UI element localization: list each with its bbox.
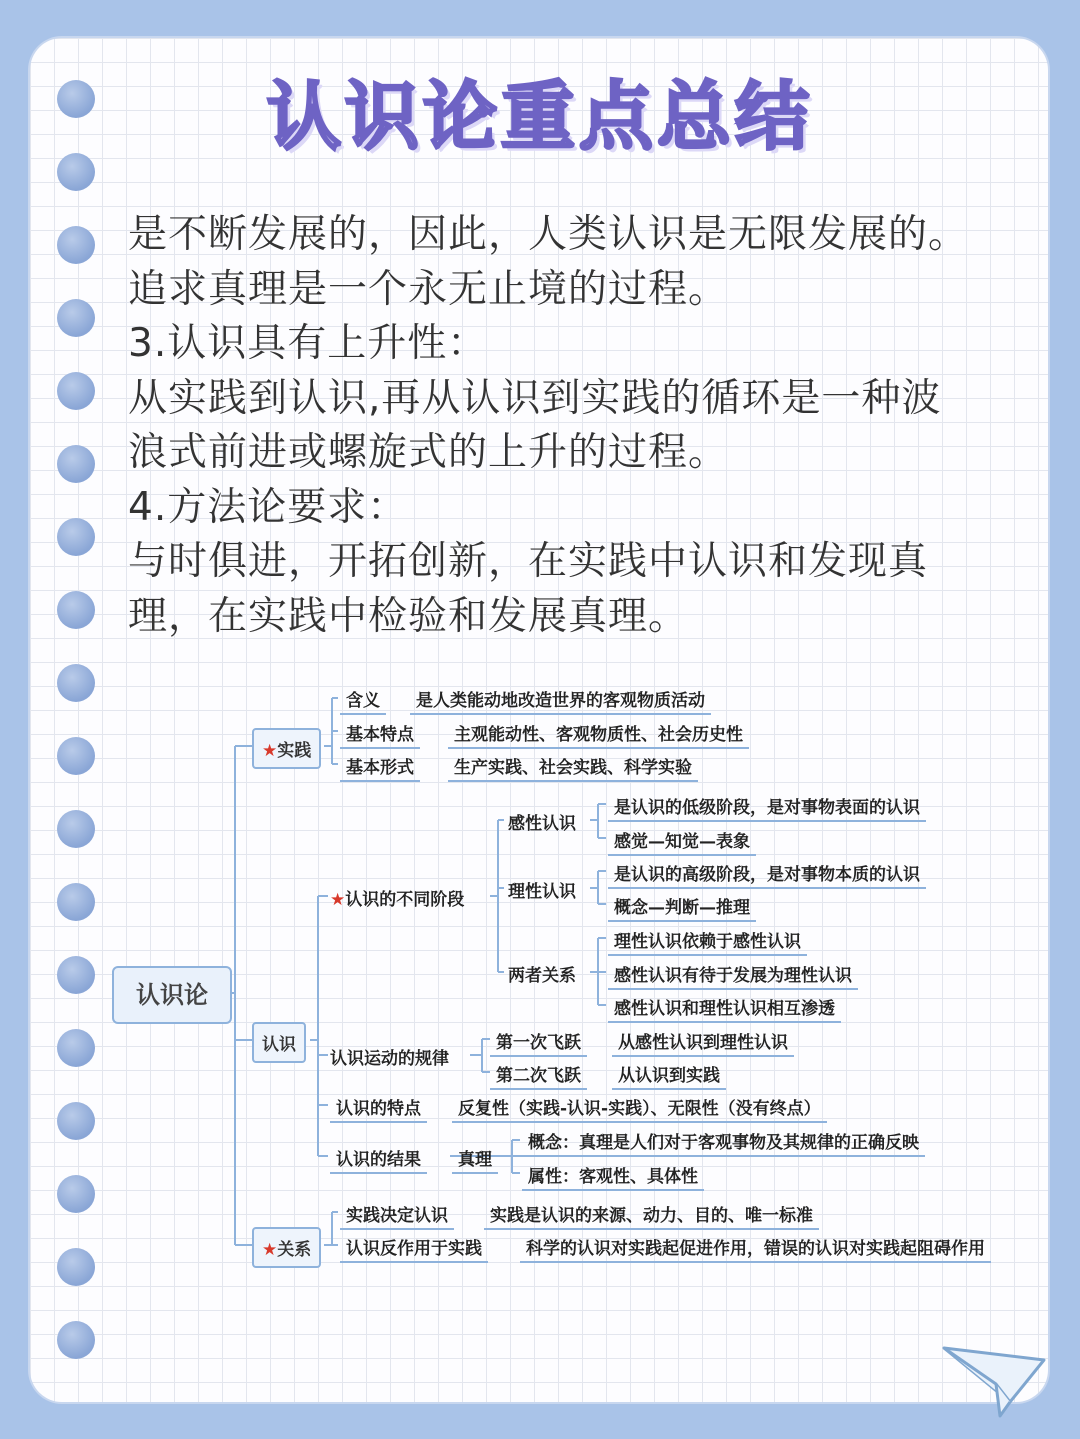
cognition-result: 认识的结果 [330, 1145, 427, 1174]
binder-ring [57, 445, 95, 483]
rational-process: 概念—判断—推理 [608, 893, 756, 922]
branch-cognition: 认识 [252, 1022, 306, 1063]
binder-ring [57, 956, 95, 994]
binder-ring [57, 883, 95, 921]
text-line: 追求真理是一个永无止境的过程。 [128, 266, 729, 312]
text-line: 3.认识具有上升性： [128, 321, 488, 366]
practice-decides-key: 实践决定认识 [340, 1201, 454, 1230]
practice-forms-value: 生产实践、社会实践、科学实验 [448, 753, 698, 782]
second-leap: 第二次飞跃 [490, 1061, 587, 1090]
text-line: 理，在实践中检验和发展真理。 [128, 593, 689, 639]
perceptual-process: 感觉—知觉—表象 [608, 827, 756, 856]
branch-relation: ★关系 [252, 1227, 321, 1268]
mind-map-root: 认识论 [112, 966, 232, 1024]
cognition-reacts-value: 科学的认识对实践起促进作用，错误的认识对实践起阻碍作用 [520, 1234, 991, 1263]
truth-concept: 概念：真理是人们对于客观事物及其规律的正确反映 [522, 1128, 925, 1157]
practice-traits-value: 主观能动性、客观物质性、社会历史性 [448, 720, 749, 749]
first-leap-value: 从感性认识到理性认识 [612, 1028, 794, 1057]
relation-item: 感性认识和理性认识相互渗透 [608, 994, 841, 1023]
practice-forms-key: 基本形式 [340, 753, 420, 782]
first-leap: 第一次飞跃 [490, 1028, 587, 1057]
truth: 真理 [452, 1145, 498, 1174]
text-line: 是不断发展的，因此，人类认识是无限发展的。 [128, 212, 969, 257]
branch-practice: ★实践 [252, 728, 321, 769]
second-leap-value: 从认识到实践 [612, 1061, 726, 1090]
cognition-reacts-key: 认识反作用于实践 [340, 1234, 488, 1263]
perceptual-desc: 是认识的低级阶段，是对事物表面的认识 [608, 793, 926, 822]
rational-cognition: 理性认识 [508, 882, 576, 902]
truth-attributes: 属性：客观性、具体性 [522, 1162, 704, 1191]
binder-ring [57, 591, 95, 629]
practice-meaning-value: 是人类能动地改造世界的客观物质活动 [410, 686, 711, 715]
mind-map [100, 680, 1040, 1270]
practice-meaning-key: 含义 [340, 686, 386, 715]
binder-ring [57, 226, 95, 264]
binder-ring [57, 1102, 95, 1140]
text-line: 与时俱进，开拓创新，在实践中认识和发现真 [128, 539, 929, 584]
binder-ring [57, 1248, 95, 1286]
binder-ring [57, 1029, 95, 1067]
paper-plane-icon [940, 1340, 1050, 1430]
relation-item: 感性认识有待于发展为理性认识 [608, 961, 858, 990]
star-icon: ★ [330, 890, 346, 910]
text-line: 4.方法论要求： [128, 484, 408, 530]
binder-ring [57, 518, 95, 556]
binder-ring [57, 299, 95, 337]
binder-ring [57, 737, 95, 775]
cognition-features-value: 反复性（实践-认识-实践）、无限性（没有终点） [452, 1094, 827, 1123]
perceptual-cognition: 感性认识 [508, 814, 576, 834]
cognition-features: 认识的特点 [330, 1094, 427, 1123]
practice-decides-value: 实践是认识的来源、动力、目的、唯一标准 [484, 1201, 819, 1230]
binder-ring [57, 1321, 95, 1359]
cognition-stages: ★认识的不同阶段 [330, 890, 465, 910]
binder-ring [57, 372, 95, 410]
star-icon: ★ [262, 741, 278, 761]
text-line: 浪式前进或螺旋式的上升的过程。 [128, 430, 729, 475]
binder-ring [57, 1175, 95, 1213]
star-icon: ★ [262, 1240, 278, 1260]
rational-desc: 是认识的高级阶段，是对事物本质的认识 [608, 860, 926, 889]
binder-ring [57, 810, 95, 848]
page-title: 认识论重点总结 [267, 74, 813, 160]
practice-traits-key: 基本特点 [340, 720, 420, 749]
binder-ring [57, 664, 95, 702]
stages-relation: 两者关系 [508, 966, 576, 986]
relation-item: 理性认识依赖于感性认识 [608, 927, 807, 956]
cognition-law: 认识运动的规律 [330, 1049, 449, 1069]
summary-text [128, 208, 1028, 644]
text-line: 从实践到认识,再从认识到实践的循环是一种波 [128, 375, 942, 421]
